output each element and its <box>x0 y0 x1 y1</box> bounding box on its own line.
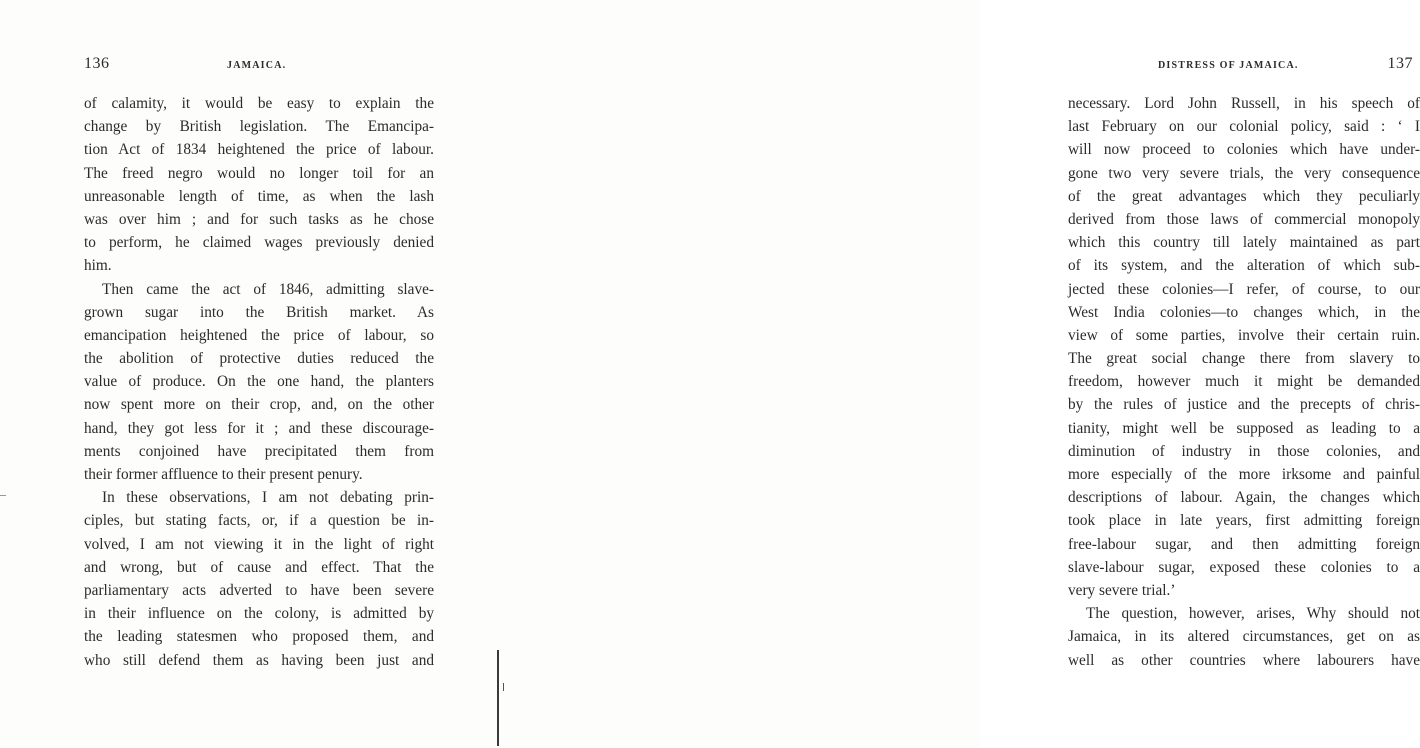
text-line: the abolition of protective duties reduced the <box>84 350 434 368</box>
text-line: will now proceed to colonies which have under- <box>1068 141 1420 159</box>
left-page-body <box>84 92 434 672</box>
text-line: ments conjoined have precipitated them from <box>84 442 434 460</box>
text-line: of its system, and the alteration of which sub- <box>1068 257 1420 275</box>
text-line: to perform, he claimed wages previously denied <box>84 234 434 252</box>
text-line: view of some parties, involve their certain ruin. <box>1068 326 1420 344</box>
text-line: which this country till lately maintained as part <box>1068 234 1420 252</box>
text-line: of the great advantages which they peculiarly <box>1068 187 1420 205</box>
text-line: free-labour sugar, and then admitting foreign <box>1068 535 1420 553</box>
right-page <box>490 0 1420 748</box>
text-line: was over him ; and for such tasks as he chose <box>84 210 434 228</box>
text-line: the leading statesmen who proposed them, and <box>84 628 434 646</box>
text-line: emancipation heightened the price of labour, so <box>84 326 434 344</box>
text-line: change by British legislation. The Emancipa- <box>84 118 434 136</box>
text-line: freedom, however much it might be demanded <box>1068 373 1420 391</box>
text-line: West India colonies—to changes which, in the <box>1068 303 1420 321</box>
left-page-number: 136 <box>84 55 110 72</box>
text-line: and wrong, but of cause and effect. That the <box>84 558 434 576</box>
text-line: The question, however, arises, Why should not <box>1086 605 1420 623</box>
text-line: very severe trial.’ <box>1068 581 1176 599</box>
text-line: The great social change there from slavery to <box>1068 350 1420 368</box>
left-page-header <box>84 55 436 77</box>
text-line: in their influence on the colony, is admitted by <box>84 605 434 623</box>
left-running-title: JAMAICA. <box>227 60 287 71</box>
text-line: by the rules of justice and the precepts of chris- <box>1068 396 1420 414</box>
left-page <box>0 0 490 748</box>
text-line: their former affluence to their present penury. <box>84 466 363 483</box>
text-line: ciples, but stating facts, or, if a question be in- <box>84 512 434 530</box>
text-line: necessary. Lord John Russell, in his speech of <box>1068 95 1420 112</box>
text-line: descriptions of labour. Again, the changes which <box>1068 489 1420 507</box>
text-line: diminution of industry in those colonies, and <box>1068 442 1420 460</box>
text-line: parliamentary acts adverted to have been severe <box>84 581 434 599</box>
right-running-title: DISTRESS OF JAMAICA. <box>1158 60 1299 71</box>
text-line: In these observations, I am not debating prin- <box>102 489 434 507</box>
text-line: took place in late years, first admitting foreign <box>1068 512 1420 530</box>
text-line: tianity, might well be supposed as leading to a <box>1068 419 1420 437</box>
text-line: last February on our colonial policy, said : ‘ I <box>1068 118 1420 136</box>
text-line: gone two very severe trials, the very consequence <box>1068 164 1420 182</box>
text-line: who still defend them as having been just and <box>84 651 434 669</box>
right-page-body <box>1068 92 1420 672</box>
text-line: hand, they got less for it ; and these discourage- <box>84 419 434 437</box>
text-line: slave-labour sugar, exposed these colonies to a <box>1068 558 1420 576</box>
text-line: volved, I am not viewing it in the light of right <box>84 535 434 553</box>
right-page-number: 137 <box>1387 55 1413 72</box>
text-line: tion Act of 1834 heightened the price of labour. <box>84 141 434 159</box>
page-edge-mark <box>0 495 6 496</box>
text-line: well as other countries where labourers have <box>1068 651 1420 669</box>
text-line: him. <box>84 257 112 275</box>
text-line: unreasonable length of time, as when the lash <box>84 187 434 205</box>
text-line: Then came the act of 1846, admitting slave- <box>102 280 434 298</box>
text-line: now spent more on their crop, and, on the other <box>84 396 434 414</box>
text-line: grown sugar into the British market. As <box>84 303 434 321</box>
text-line: of calamity, it would be easy to explain the <box>84 95 434 112</box>
text-line: The freed negro would no longer toil for an <box>84 164 434 182</box>
gutter-tick-mark <box>503 683 504 691</box>
right-page-header <box>1068 55 1413 77</box>
text-line: Jamaica, in its altered circumstances, get on as <box>1068 628 1420 646</box>
gutter-fold-line <box>497 650 499 746</box>
text-line: jected these colonies—I refer, of course, to our <box>1068 280 1420 298</box>
text-line: value of produce. On the one hand, the planters <box>84 373 434 391</box>
text-line: more especially of the more irksome and painful <box>1068 466 1420 483</box>
text-line: derived from those laws of commercial monopoly <box>1068 210 1420 228</box>
